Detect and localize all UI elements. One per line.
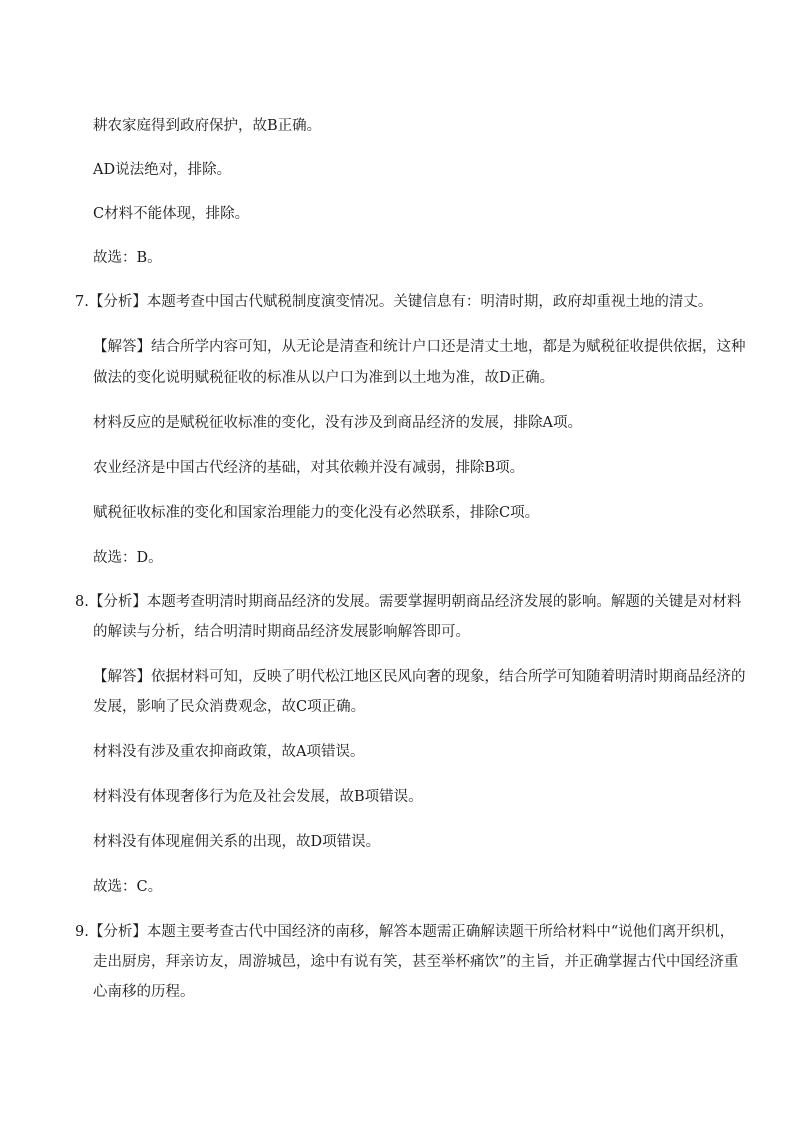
- text-line: 故选：B。: [93, 250, 162, 266]
- text-line: 材料没有体现雇佣关系的出现，故D项错误。: [93, 834, 381, 850]
- text-line: 材料没有涉及重农抑商政策，故A项错误。: [93, 744, 365, 760]
- text-line: 材料没有体现奢侈行为危及社会发展，故B项错误。: [93, 789, 423, 805]
- question-7-answer: 【解答】结合所学内容可知，从无论是清查和统计户口还是清丈土地，都是为赋税征收提供依据，这种: [93, 339, 746, 355]
- question-8-answer: 【解答】依据材料可知，反映了明代松江地区民风向奢的现象，结合所学可知随着明清时期商品经济的: [93, 669, 746, 685]
- text-line: 发展，影响了民众消费观念，故C项正确。: [93, 699, 366, 715]
- text-line: 做法的变化说明赋税征收的标准从以户口为准到以土地为准，故D正确。: [93, 370, 555, 386]
- question-8-analysis: 8.【分析】本题考查明清时期商品经济的发展。需要掌握明朝商品经济发展的影响。解题的关键是对材料: [75, 594, 742, 610]
- question-9-analysis: 9.【分析】本题主要考查古代中国经济的南移，解答本题需正确解读题干所给材料中“说他们离开织机，: [75, 924, 735, 940]
- text-line: 故选：C。: [93, 879, 163, 895]
- text-line: 的解读与分析，结合明清时期商品经济发展影响解答即可。: [93, 624, 470, 640]
- text-line: 耕农家庭得到政府保护，故B正确。: [93, 118, 322, 134]
- text-line: 农业经济是中国古代经济的基础，对其依赖并没有减弱，排除B项。: [93, 460, 525, 476]
- question-7-analysis: 7.【分析】本题考查中国古代赋税制度演变情况。关键信息有：明清时期，政府却重视土地的清丈。: [75, 294, 713, 310]
- text-line: C材料不能体现，排除。: [93, 206, 250, 222]
- text-line: 走出厨房，拜亲访友，周游城邑，途中有说有笑，甚至举杯痛饮”的主旨，并正确掌握古代中国经济重: [93, 954, 739, 970]
- text-line: 材料反应的是赋税征收标准的变化，没有涉及到商品经济的发展，排除A项。: [93, 415, 582, 431]
- text-line: 心南移的历程。: [93, 984, 195, 1000]
- text-line: 赋税征收标准的变化和国家治理能力的变化没有必然联系，排除C项。: [93, 505, 540, 521]
- text-line: 故选：D。: [93, 550, 163, 566]
- text-line: AD说法绝对，排除。: [93, 162, 232, 178]
